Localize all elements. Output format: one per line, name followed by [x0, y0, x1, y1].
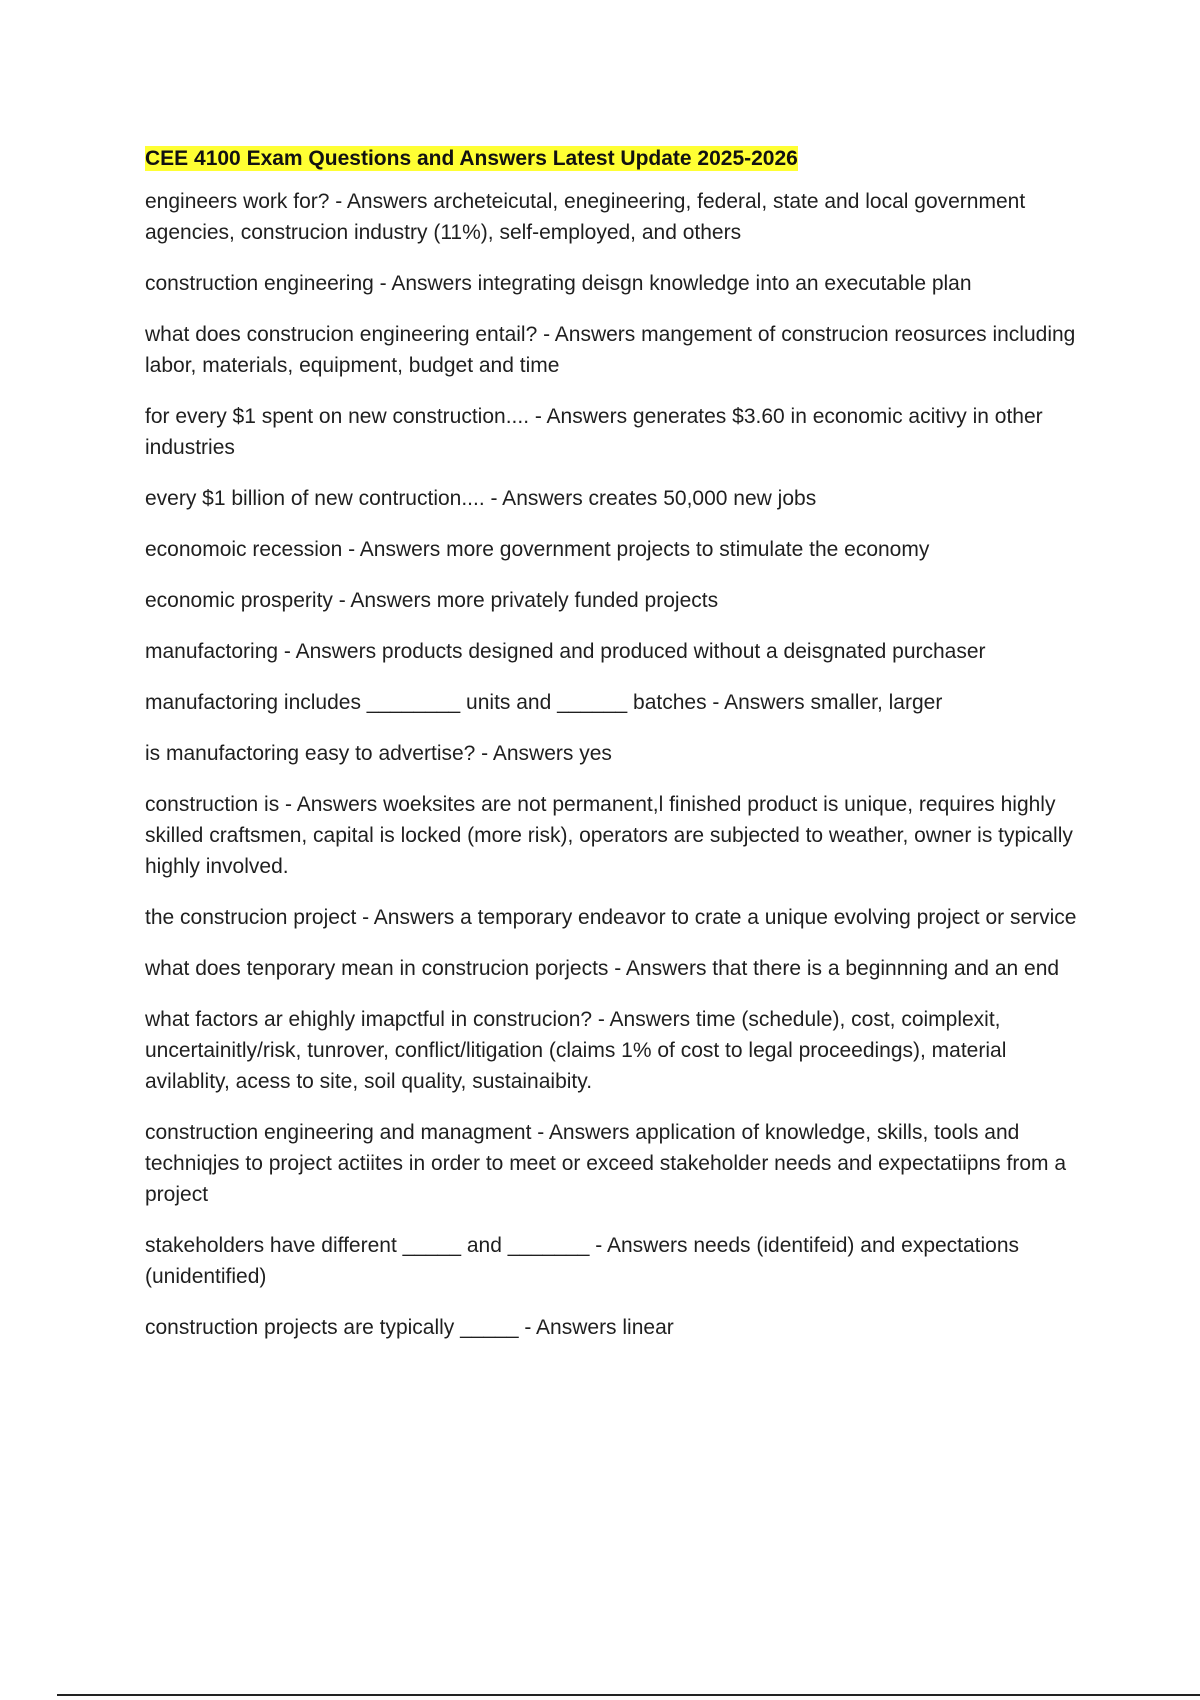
- qa-entry: is manufactoring easy to advertise? - Answers yes: [145, 742, 612, 765]
- qa-entry: for every $1 spent on new construction.... - Answers generates $3.60 in economic acitivy in other industries: [145, 405, 1043, 459]
- document-title: CEE 4100 Exam Questions and Answers Latest Update 2025-2026: [145, 147, 798, 170]
- page-bottom-divider: [57, 1694, 1200, 1696]
- qa-entry: the construcion project - Answers a temporary endeavor to crate a unique evolving project or service: [145, 906, 1077, 929]
- qa-entry: engineers work for? - Answers archeteicutal, enegineering, federal, state and local government agencies, construcion industry (11%), self-employed, and others: [145, 190, 1026, 244]
- qa-entry: what does tenporary mean in construcion porjects - Answers that there is a beginnning and an end: [145, 957, 1060, 980]
- qa-entry: construction engineering - Answers integrating deisgn knowledge into an executable plan: [145, 272, 972, 295]
- qa-entry: economoic recession - Answers more government projects to stimulate the economy: [145, 538, 930, 561]
- title-block: [145, 143, 1095, 174]
- qa-entry: manufactoring includes ________ units and ______ batches - Answers smaller, larger: [145, 691, 943, 714]
- qa-entry: construction projects are typically _____ - Answers linear: [145, 1316, 674, 1339]
- qa-entry: construction engineering and managment - Answers application of knowledge, skills, tools and techniqjes to project actiites in order to meet or exceed stakeholder needs and expectatiipns from a project: [145, 1121, 1067, 1206]
- qa-entry: manufactoring - Answers products designed and produced without a deisgnated purchaser: [145, 640, 986, 663]
- qa-entry: every $1 billion of new contruction.... - Answers creates 50,000 new jobs: [145, 487, 817, 510]
- qa-entry: stakeholders have different _____ and _______ - Answers needs (identifeid) and expectations (unidentified): [145, 1234, 1020, 1288]
- document-body: [145, 143, 1095, 1363]
- qa-entry: what does construcion engineering entail? - Answers mangement of construcion reosurces including labor, materials, equipment, budget and time: [145, 323, 1076, 377]
- qa-entry: economic prosperity - Answers more privately funded projects: [145, 589, 719, 612]
- qa-entry: what factors ar ehighly imapctful in construcion? - Answers time (schedule), cost, coimplexit, uncertainitly/risk, tunrover, conflict/litigation (claims 1% of cost to legal proceedings), material avilablity, acess to site, soil quality, sustainaibity.: [145, 1008, 1007, 1093]
- qa-entry: construction is - Answers woeksites are not permanent,l finished product is unique, requires highly skilled craftsmen, capital is locked (more risk), operators are subjected to weather, owner is typically highly involved.: [145, 793, 1073, 878]
